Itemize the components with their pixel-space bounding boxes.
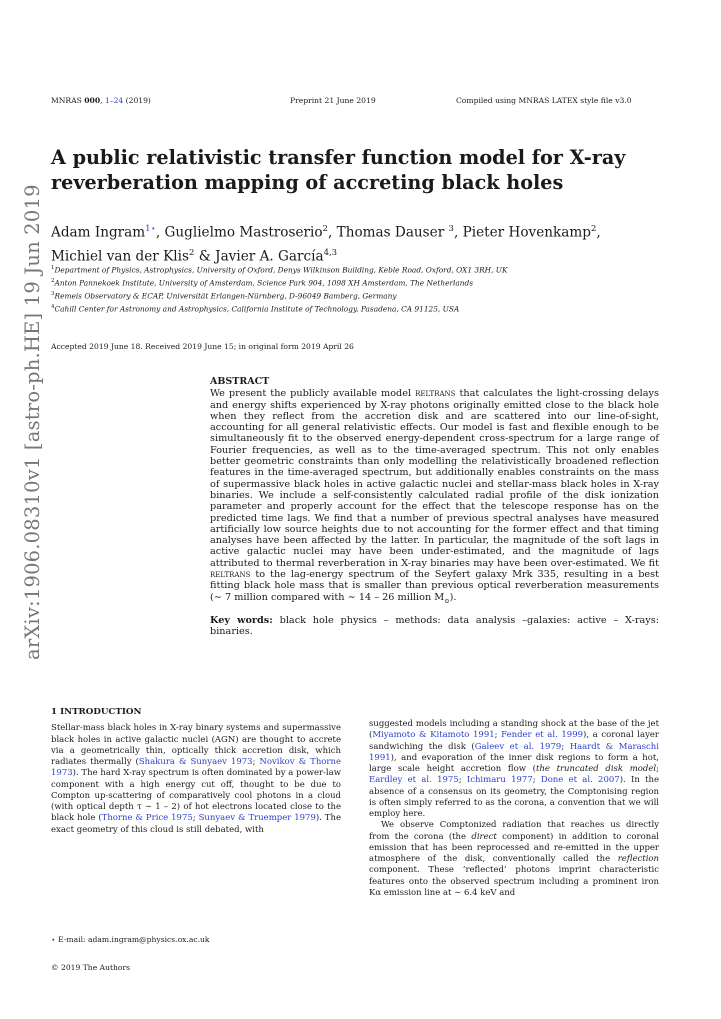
compiled-note: Compiled using MNRAS LATEX style file v3.0: [456, 96, 632, 105]
affiliation: $^3$Remeis Observatory & ECAP, Universität Erlangen-Nürnberg, D-96049 Bamberg, Germany: [51, 290, 397, 301]
author-name: Pieter Hovenkamp: [462, 224, 591, 241]
citation-link[interactable]: Sunyaev & Truemper 1979: [198, 813, 316, 824]
paper-title: A public relativistic transfer function model for X-ray reverberation mapping of accreting black holes: [51, 146, 626, 194]
body-text: ), a coronal layer sandwiching the disk (: [369, 730, 659, 752]
body-text: ;: [192, 813, 199, 824]
affiliation: $^2$Anton Pannekoek Institute, University of Amsterdam, Science Park 904, 1098 XH Amsterdam, The Netherlands: [51, 277, 474, 288]
body-text: ;: [532, 775, 541, 786]
body-text: ;: [458, 775, 467, 786]
affiliation-list: [51, 263, 671, 315]
body-text: ;: [494, 730, 502, 741]
intro-left-column: [51, 707, 341, 836]
copyright-notice: © 2019 The Authors: [51, 963, 131, 972]
body-text: We observe Comptonized radiation that reaches us directly from the corona (the: [369, 820, 659, 842]
author-affiliation-mark: 2: [590, 224, 597, 234]
citation-link[interactable]: Shakura & Sunyaev 1973: [138, 757, 253, 767]
email-footnote: ⋆ E-mail: adam.ingram@physics.ox.ac.uk: [51, 935, 210, 944]
body-text: ). The hard X-ray spectrum is often dominated by a power-law component with a high energy cut off, thought to be due to Compton up-scattering of comparatively cool photons in a cloud (with optical depth τ ∼ 1 – 2) of hot electrons located close to the black hole (: [51, 768, 341, 824]
body-text: ;: [656, 764, 659, 774]
intro-paragraph: [369, 719, 659, 820]
abstract-heading: ABSTRACT: [210, 376, 270, 387]
citation-link[interactable]: Thorne & Price 1975: [101, 813, 193, 824]
author-affiliation-mark: 2: [188, 248, 195, 259]
author-affiliation-mark: 4,3: [323, 248, 338, 259]
emphasis-text: reflection: [617, 854, 659, 864]
body-text: ). In the absence of a consensus on its geometry, the Comptonising region is often simply referred to as the corona, a convention that we will employ here.: [369, 775, 659, 819]
model-name: reltrans: [210, 569, 251, 581]
citation-link[interactable]: Novikov & Thorne 1973: [51, 757, 341, 779]
emphasis-text: the truncated disk model: [535, 764, 657, 774]
abstract-text: We present the publicly available model reltrans that calculates the light-crossing delays and energy shifts experienced by X-ray photons originally emitted close to the black hole when they reflect from the accretion disk and are scattered into our line-of-sight, accounting for all general relativistic effects. Our model is fast and flexible enough to be simultaneously fit to the observed energy-dependent cross-spectrum for a large range of Fourier frequencies, as well as to the time-averaged spectrum. This not only enables better geometric constraints than only modelling the relativistically broadened reflection features in the time-averaged spectrum, but additionally enables constraints on the mass of supermassive black holes in active galactic nuclei and stellar-mass black holes in X-ray binaries. We include a self-consistently calculated radial profile of the disk ionization parameter and properly account for the effect that the telescope response has on the predicted time lags. We find that a number of previous spectral analyses have measured artificially low source heights due to not accounting for the former effect and that timing analyses have been affected by the latter. In particular, the magnitude of the soft lags in active galactic nuclei may have been under-estimated, and the magnitude of lags attributed to thermal reverberation in X-ray binaries may have been over-estimated. We fit reltrans to the lag-energy spectrum of the Seyfert galaxy Mrk 335, resulting in a best fitting black hole mass that is smaller than previous optical reverberation measurements (∼ 7 million compared with ∼ 14 – 26 million $M_⊙$).: [210, 388, 659, 605]
emphasis-text: direct: [471, 831, 497, 842]
citation-link[interactable]: Haardt & Maraschi 1991: [369, 741, 659, 763]
citation-link[interactable]: Done et al. 2007: [540, 775, 620, 786]
acceptance-dates: Accepted 2019 June 18. Received 2019 June 15; in original form 2019 April 26: [51, 342, 354, 351]
section-heading: 1 INTRODUCTION: [51, 707, 142, 717]
keywords-label: Key words:: [210, 614, 273, 626]
body-text: component. These ‘reflected’ photons imprint characteristic features onto the observed spectrum including a prominent iron Kα emission line at ∼ 6.4 keV and: [369, 865, 659, 898]
preprint-date: Preprint 21 June 2019: [290, 96, 376, 105]
body-text: ), and evaporation of the inner disk regions to form a hot, large scale height accretion flow (: [369, 752, 659, 774]
author-list: Adam Ingram$^{1⋆}$, Guglielmo Mastroserio$^2$, Thomas Dauser $^3$, Pieter Hovenkamp$^2$, Michiel van der Klis$^2$ & Javier A. García$^{4,3}$: [51, 224, 601, 265]
author-name: Michiel van der Klis: [51, 248, 189, 265]
author-name: Javier A. García: [215, 248, 324, 265]
citation-link[interactable]: Ichimaru 1977: [466, 775, 533, 786]
author-affiliation-mark: 3: [448, 224, 454, 234]
citation-link[interactable]: Fender et al. 1999: [501, 730, 584, 741]
body-text: suggested models including a standing shock at the base of the jet (: [369, 719, 659, 741]
author-name: Thomas Dauser: [336, 224, 449, 241]
pages-link[interactable]: 1–24: [104, 96, 124, 105]
body-text: ). The exact geometry of this cloud is still debated, with: [51, 813, 341, 835]
author-name: Guglielmo Mastroserio: [164, 224, 323, 241]
abstract: [210, 376, 659, 637]
body-text: ;: [252, 757, 260, 767]
citation-link[interactable]: Galeev et al. 1979: [474, 741, 562, 752]
body-text: component) in addition to coronal emission that has been reprocessed and re-emitted in the upper atmosphere of the disk, conventionally called the: [369, 831, 659, 864]
intro-right-column: [369, 719, 659, 899]
citation-link[interactable]: Miyamoto & Kitamoto 1991: [372, 730, 495, 741]
author-name: Adam Ingram: [51, 224, 146, 241]
author-affiliation-mark[interactable]: 1⋆: [145, 224, 156, 234]
intro-paragraph: [369, 820, 659, 899]
author-affiliation-mark: 2: [322, 224, 328, 234]
affiliation: $^1$Department of Physics, Astrophysics, University of Oxford, Denys Wilkinson Building, Keble Road, Oxford, OX1 3RH, UK: [51, 265, 508, 275]
keywords: Key words: black hole physics – methods: data analysis –galaxies: active – X-rays: binaries.: [210, 614, 659, 638]
citation-link[interactable]: Eardley et al. 1975: [369, 775, 459, 786]
journal-reference: MNRAS 000, 1–24 (2019): [51, 96, 151, 105]
arxiv-sidebar: arXiv:1906.08310v1 [astro-ph.HE] 19 Jun 2019: [21, 184, 44, 660]
body-text: Stellar-mass black holes in X-ray binary systems and supermassive black holes in active galactic nuclei (AGN) are thought to accrete via a geometrically thin, optically thick accretion disk, which radiates thermally (: [51, 723, 341, 767]
intro-paragraph: [51, 723, 341, 836]
body-text: ;: [561, 741, 570, 752]
model-name: reltrans: [415, 388, 456, 400]
affiliation: $^4$Cahill Center for Astronomy and Astrophysics, California Institute of Technology, Pasadena, CA 91125, USA: [51, 303, 460, 314]
